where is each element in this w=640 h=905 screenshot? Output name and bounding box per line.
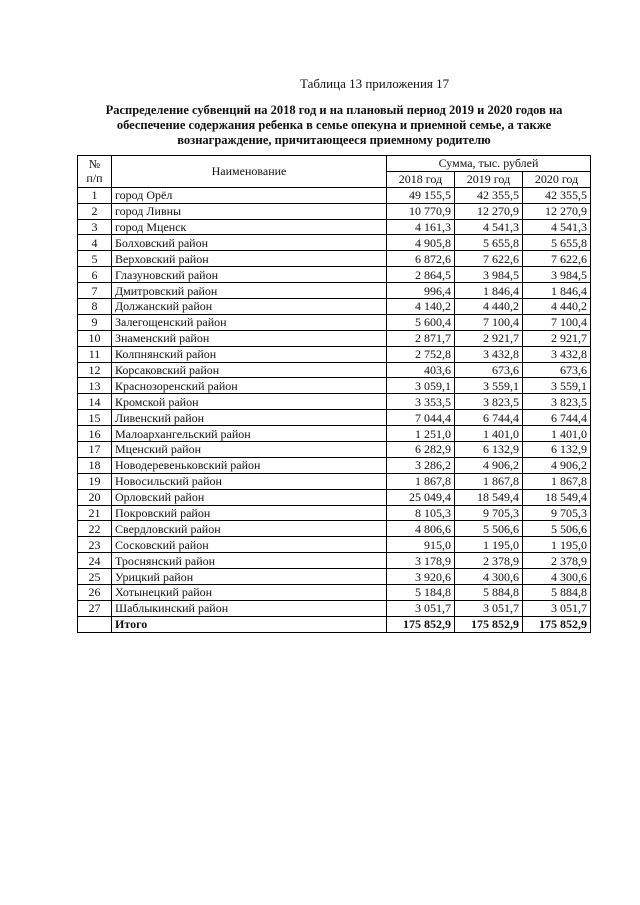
column-header-number-line: № <box>88 157 101 172</box>
row-2018-cell: 4 140,2 <box>387 299 455 315</box>
row-number-cell: 21 <box>78 505 112 521</box>
row-name-cell: Глазуновский район <box>112 267 387 283</box>
row-2019-cell: 5 506,6 <box>455 521 523 537</box>
document-title <box>86 103 582 148</box>
table-row <box>78 299 591 315</box>
column-header-name: Наименование <box>112 156 387 188</box>
row-2020-cell: 2 921,7 <box>523 330 591 346</box>
title-line: обеспечение содержания ребенка в семье опекуна и приемной семье, а также <box>116 118 552 132</box>
row-number-cell: 22 <box>78 521 112 537</box>
row-2019-cell: 4 300,6 <box>455 569 523 585</box>
column-header-number-line: п/п <box>86 171 103 186</box>
row-2018-cell: 1 251,0 <box>387 426 455 442</box>
row-number-cell: 27 <box>78 600 112 616</box>
table-row <box>78 267 591 283</box>
row-2019-cell: 6 744,4 <box>455 410 523 426</box>
row-2019-cell: 1 401,0 <box>455 426 523 442</box>
row-2019-cell: 9 705,3 <box>455 505 523 521</box>
row-2018-cell: 996,4 <box>387 283 455 299</box>
table-body <box>78 187 591 616</box>
row-2020-cell: 673,6 <box>523 362 591 378</box>
row-number-cell: 8 <box>78 299 112 315</box>
row-name-cell: Шаблыкинский район <box>112 600 387 616</box>
row-2018-cell: 5 184,8 <box>387 585 455 601</box>
row-2019-cell: 4 906,2 <box>455 457 523 473</box>
row-2020-cell: 3 432,8 <box>523 346 591 362</box>
row-name-cell: город Орёл <box>112 187 387 203</box>
row-name-cell: Краснозоренский район <box>112 378 387 394</box>
total-2020-cell: 175 852,9 <box>523 616 591 632</box>
row-2019-cell: 42 355,5 <box>455 187 523 203</box>
row-2020-cell: 1 401,0 <box>523 426 591 442</box>
total-number-cell <box>78 616 112 632</box>
row-2019-cell: 2 378,9 <box>455 553 523 569</box>
row-2018-cell: 6 872,6 <box>387 251 455 267</box>
row-2018-cell: 49 155,5 <box>387 187 455 203</box>
row-2020-cell: 3 051,7 <box>523 600 591 616</box>
row-name-cell: Залегощенский район <box>112 314 387 330</box>
row-number-cell: 18 <box>78 457 112 473</box>
row-2018-cell: 3 920,6 <box>387 569 455 585</box>
row-2019-cell: 2 921,7 <box>455 330 523 346</box>
row-2018-cell: 2 752,8 <box>387 346 455 362</box>
column-header-2019: 2019 год <box>455 171 523 187</box>
row-2018-cell: 2 864,5 <box>387 267 455 283</box>
row-2019-cell: 7 100,4 <box>455 314 523 330</box>
row-2020-cell: 9 705,3 <box>523 505 591 521</box>
row-2019-cell: 7 622,6 <box>455 251 523 267</box>
row-name-cell: Хотынецкий район <box>112 585 387 601</box>
table-header-row <box>78 156 591 172</box>
row-2018-cell: 3 178,9 <box>387 553 455 569</box>
row-number-cell: 13 <box>78 378 112 394</box>
row-number-cell: 17 <box>78 442 112 458</box>
table-row <box>78 378 591 394</box>
row-2019-cell: 6 132,9 <box>455 442 523 458</box>
row-2019-cell: 3 051,7 <box>455 600 523 616</box>
row-number-cell: 14 <box>78 394 112 410</box>
row-number-cell: 3 <box>78 219 112 235</box>
row-number-cell: 5 <box>78 251 112 267</box>
table-row <box>78 505 591 521</box>
row-number-cell: 24 <box>78 553 112 569</box>
row-2018-cell: 25 049,4 <box>387 489 455 505</box>
row-2018-cell: 6 282,9 <box>387 442 455 458</box>
row-2020-cell: 6 744,4 <box>523 410 591 426</box>
row-2018-cell: 8 105,3 <box>387 505 455 521</box>
row-2019-cell: 3 432,8 <box>455 346 523 362</box>
table-row <box>78 283 591 299</box>
table-row <box>78 346 591 362</box>
row-name-cell: Новосильский район <box>112 473 387 489</box>
row-2020-cell: 3 984,5 <box>523 267 591 283</box>
row-2018-cell: 3 059,1 <box>387 378 455 394</box>
row-name-cell: Орловский район <box>112 489 387 505</box>
table-caption: Таблица 13 приложения 17 <box>300 76 450 91</box>
row-2019-cell: 673,6 <box>455 362 523 378</box>
row-name-cell: Колпнянский район <box>112 346 387 362</box>
row-2019-cell: 1 195,0 <box>455 537 523 553</box>
row-2019-cell: 5 655,8 <box>455 235 523 251</box>
row-name-cell: Ливенский район <box>112 410 387 426</box>
row-number-cell: 1 <box>78 187 112 203</box>
row-number-cell: 25 <box>78 569 112 585</box>
table-row <box>78 521 591 537</box>
row-2018-cell: 5 600,4 <box>387 314 455 330</box>
table-row <box>78 394 591 410</box>
column-header-2020: 2020 год <box>523 171 591 187</box>
row-2018-cell: 2 871,7 <box>387 330 455 346</box>
row-2020-cell: 7 100,4 <box>523 314 591 330</box>
table-row <box>78 203 591 219</box>
row-name-cell: Корсаковский район <box>112 362 387 378</box>
row-2019-cell: 4 440,2 <box>455 299 523 315</box>
row-2018-cell: 915,0 <box>387 537 455 553</box>
table-row <box>78 457 591 473</box>
row-2020-cell: 1 195,0 <box>523 537 591 553</box>
table-row <box>78 235 591 251</box>
column-header-number <box>78 156 112 188</box>
row-2018-cell: 10 770,9 <box>387 203 455 219</box>
row-2018-cell: 403,6 <box>387 362 455 378</box>
row-2019-cell: 3 984,5 <box>455 267 523 283</box>
row-2018-cell: 3 353,5 <box>387 394 455 410</box>
row-2020-cell: 4 906,2 <box>523 457 591 473</box>
row-2019-cell: 3 559,1 <box>455 378 523 394</box>
row-name-cell: Верховский район <box>112 251 387 267</box>
row-2020-cell: 1 867,8 <box>523 473 591 489</box>
row-2020-cell: 42 355,5 <box>523 187 591 203</box>
row-2020-cell: 2 378,9 <box>523 553 591 569</box>
row-2019-cell: 3 823,5 <box>455 394 523 410</box>
total-label-cell: Итого <box>112 616 387 632</box>
row-name-cell: Свердловский район <box>112 521 387 537</box>
table-row <box>78 219 591 235</box>
row-2018-cell: 4 905,8 <box>387 235 455 251</box>
row-2019-cell: 1 867,8 <box>455 473 523 489</box>
row-name-cell: Сосковский район <box>112 537 387 553</box>
row-2020-cell: 5 506,6 <box>523 521 591 537</box>
row-number-cell: 26 <box>78 585 112 601</box>
row-name-cell: Урицкий район <box>112 569 387 585</box>
row-number-cell: 7 <box>78 283 112 299</box>
total-2019-cell: 175 852,9 <box>455 616 523 632</box>
row-name-cell: Новодеревеньковский район <box>112 457 387 473</box>
row-2020-cell: 7 622,6 <box>523 251 591 267</box>
subsidy-table <box>77 155 591 633</box>
table-row <box>78 330 591 346</box>
row-2018-cell: 1 867,8 <box>387 473 455 489</box>
table-row <box>78 585 591 601</box>
row-name-cell: Должанский район <box>112 299 387 315</box>
title-line: вознаграждение, причитающееся приемному родителю <box>177 133 491 147</box>
table-row <box>78 187 591 203</box>
row-2018-cell: 4 806,6 <box>387 521 455 537</box>
table-row <box>78 473 591 489</box>
row-name-cell: Кромской район <box>112 394 387 410</box>
table-row <box>78 314 591 330</box>
table-row <box>78 362 591 378</box>
row-2019-cell: 4 541,3 <box>455 219 523 235</box>
row-number-cell: 6 <box>78 267 112 283</box>
row-2020-cell: 4 440,2 <box>523 299 591 315</box>
row-number-cell: 19 <box>78 473 112 489</box>
row-2020-cell: 4 300,6 <box>523 569 591 585</box>
table-row <box>78 442 591 458</box>
row-number-cell: 10 <box>78 330 112 346</box>
column-header-2018: 2018 год <box>387 171 455 187</box>
row-name-cell: город Ливны <box>112 203 387 219</box>
row-name-cell: Болховский район <box>112 235 387 251</box>
row-2019-cell: 12 270,9 <box>455 203 523 219</box>
table-row <box>78 537 591 553</box>
row-name-cell: Знаменский район <box>112 330 387 346</box>
row-name-cell: город Мценск <box>112 219 387 235</box>
table-row <box>78 410 591 426</box>
row-2020-cell: 3 823,5 <box>523 394 591 410</box>
title-line: Распределение субвенций на 2018 год и на плановый период 2019 и 2020 годов на <box>105 103 563 117</box>
row-2019-cell: 1 846,4 <box>455 283 523 299</box>
row-number-cell: 15 <box>78 410 112 426</box>
row-2020-cell: 5 884,8 <box>523 585 591 601</box>
row-2019-cell: 18 549,4 <box>455 489 523 505</box>
row-number-cell: 16 <box>78 426 112 442</box>
table-row <box>78 553 591 569</box>
table-row <box>78 569 591 585</box>
row-2018-cell: 4 161,3 <box>387 219 455 235</box>
row-2018-cell: 3 286,2 <box>387 457 455 473</box>
row-2018-cell: 7 044,4 <box>387 410 455 426</box>
row-name-cell: Малоархангельский район <box>112 426 387 442</box>
row-name-cell: Троснянский район <box>112 553 387 569</box>
row-2018-cell: 3 051,7 <box>387 600 455 616</box>
row-number-cell: 2 <box>78 203 112 219</box>
row-name-cell: Мценский район <box>112 442 387 458</box>
table-row <box>78 251 591 267</box>
row-number-cell: 9 <box>78 314 112 330</box>
table-row <box>78 489 591 505</box>
row-number-cell: 23 <box>78 537 112 553</box>
row-2020-cell: 3 559,1 <box>523 378 591 394</box>
table-row <box>78 600 591 616</box>
total-2018-cell: 175 852,9 <box>387 616 455 632</box>
table-row <box>78 426 591 442</box>
row-2020-cell: 5 655,8 <box>523 235 591 251</box>
table-total-row <box>78 616 591 632</box>
row-2019-cell: 5 884,8 <box>455 585 523 601</box>
row-name-cell: Покровский район <box>112 505 387 521</box>
row-number-cell: 4 <box>78 235 112 251</box>
row-number-cell: 11 <box>78 346 112 362</box>
column-header-sum: Сумма, тыс. рублей <box>387 156 591 172</box>
row-2020-cell: 4 541,3 <box>523 219 591 235</box>
row-number-cell: 20 <box>78 489 112 505</box>
row-name-cell: Дмитровский район <box>112 283 387 299</box>
row-2020-cell: 12 270,9 <box>523 203 591 219</box>
row-number-cell: 12 <box>78 362 112 378</box>
row-2020-cell: 1 846,4 <box>523 283 591 299</box>
row-2020-cell: 18 549,4 <box>523 489 591 505</box>
row-2020-cell: 6 132,9 <box>523 442 591 458</box>
